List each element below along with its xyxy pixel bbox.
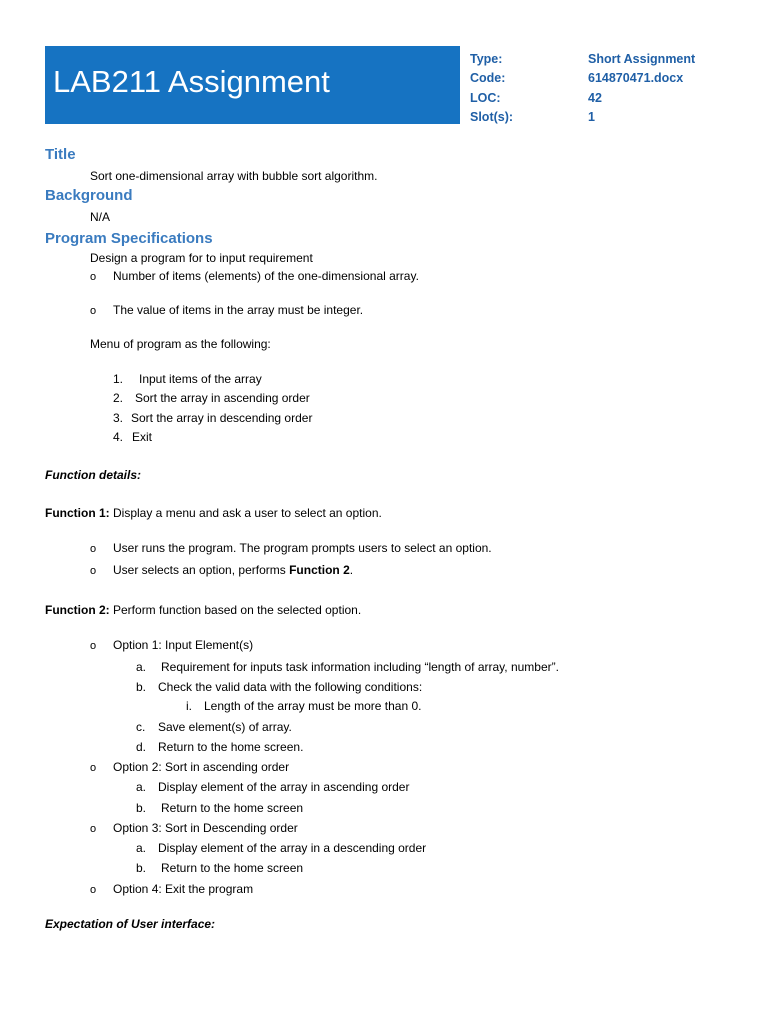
document-title: LAB211 Assignment (53, 64, 330, 99)
option-1-c: Save element(s) of array. (158, 720, 292, 734)
menu-num: 2. (113, 391, 124, 405)
option-2: Option 2: Sort in ascending order (113, 760, 290, 774)
background-heading: Background (45, 187, 133, 204)
letter: i. (186, 699, 192, 713)
bullet-icon: o (90, 884, 97, 896)
meta-row-type (470, 50, 695, 69)
menu-intro: Menu of program as the following: (90, 337, 271, 351)
menu-item: Input items of the array (139, 372, 262, 386)
f1-item-bold: Function 2 (289, 563, 350, 577)
menu-num: 4. (113, 430, 124, 444)
bullet-icon: o (90, 271, 97, 283)
function-2-text: Perform function based on the selected option. (109, 603, 362, 617)
meta-key: Type: (470, 52, 503, 66)
function-1-text: Display a menu and ask a user to select an option. (109, 506, 382, 520)
f1-item: User runs the program. The program prompts users to select an option. (113, 541, 492, 555)
meta-row-slots (470, 108, 695, 127)
option-1-b-i: Length of the array must be more than 0. (204, 699, 422, 713)
bullet-icon: o (90, 543, 97, 555)
option-4: Option 4: Exit the program (113, 882, 254, 896)
letter: b. (136, 680, 147, 694)
letter: b. (136, 861, 147, 875)
menu-num: 3. (113, 411, 124, 425)
spec-intro: Design a program for to input requirement (90, 251, 313, 265)
function-1-line (45, 506, 382, 521)
option-3: Option 3: Sort in Descending order (113, 821, 298, 835)
meta-value: 1 (588, 109, 595, 124)
menu-item: Sort the array in ascending order (135, 391, 310, 405)
spec-item: The value of items in the array must be integer. (113, 303, 364, 317)
option-3-a: Display element of the array in a descending order (158, 841, 427, 855)
bullet-icon: o (90, 640, 97, 652)
meta-value: Short Assignment (588, 52, 696, 66)
letter: a. (136, 660, 147, 674)
bullet-icon: o (90, 762, 97, 774)
function-details-label: Function details: (45, 468, 141, 482)
function-2-label: Function 2: (45, 603, 110, 617)
option-1-b: Check the valid data with the following conditions: (158, 680, 423, 694)
bullet-icon: o (90, 823, 97, 835)
meta-value: 42 (588, 90, 602, 105)
meta-row-loc (470, 89, 695, 108)
meta-key: Code: (470, 71, 506, 86)
spec-item: Number of items (elements) of the one-dimensional array. (113, 269, 419, 283)
meta-key: Slot(s): (470, 109, 514, 124)
bullet-icon: o (90, 565, 97, 577)
title-banner (45, 46, 460, 124)
option-1: Option 1: Input Element(s) (113, 638, 254, 652)
menu-item: Sort the array in descending order (131, 411, 313, 425)
menu-item: Exit (132, 430, 153, 444)
letter: c. (136, 720, 146, 734)
letter: d. (136, 740, 147, 754)
title-text: Sort one-dimensional array with bubble sort algorithm. (90, 169, 378, 183)
option-1-d: Return to the home screen. (158, 740, 304, 754)
f1-item-tail: . (349, 563, 354, 577)
background-text: N/A (90, 210, 111, 224)
f1-item-text: User selects an option, performs (113, 563, 286, 577)
meta-value: 614870471.docx (588, 71, 684, 86)
option-1-a: Requirement for inputs task information including “length of array, number”. (161, 660, 559, 674)
menu-num: 1. (113, 372, 124, 386)
meta-row-code (470, 69, 695, 88)
option-3-b: Return to the home screen (161, 861, 304, 875)
letter: a. (136, 841, 147, 855)
spec-heading: Program Specifications (45, 230, 213, 247)
option-2-b: Return to the home screen (161, 801, 304, 815)
bullet-icon: o (90, 305, 97, 317)
function-2-line (45, 603, 361, 618)
function-1-label: Function 1: (45, 506, 110, 520)
f1-item (113, 563, 353, 578)
letter: a. (136, 780, 147, 794)
meta-table (470, 50, 695, 127)
option-2-a: Display element of the array in ascending order (158, 780, 410, 794)
expectation-label: Expectation of User interface: (45, 917, 216, 931)
title-heading: Title (45, 146, 76, 163)
letter: b. (136, 801, 147, 815)
meta-key: LOC: (470, 90, 501, 105)
